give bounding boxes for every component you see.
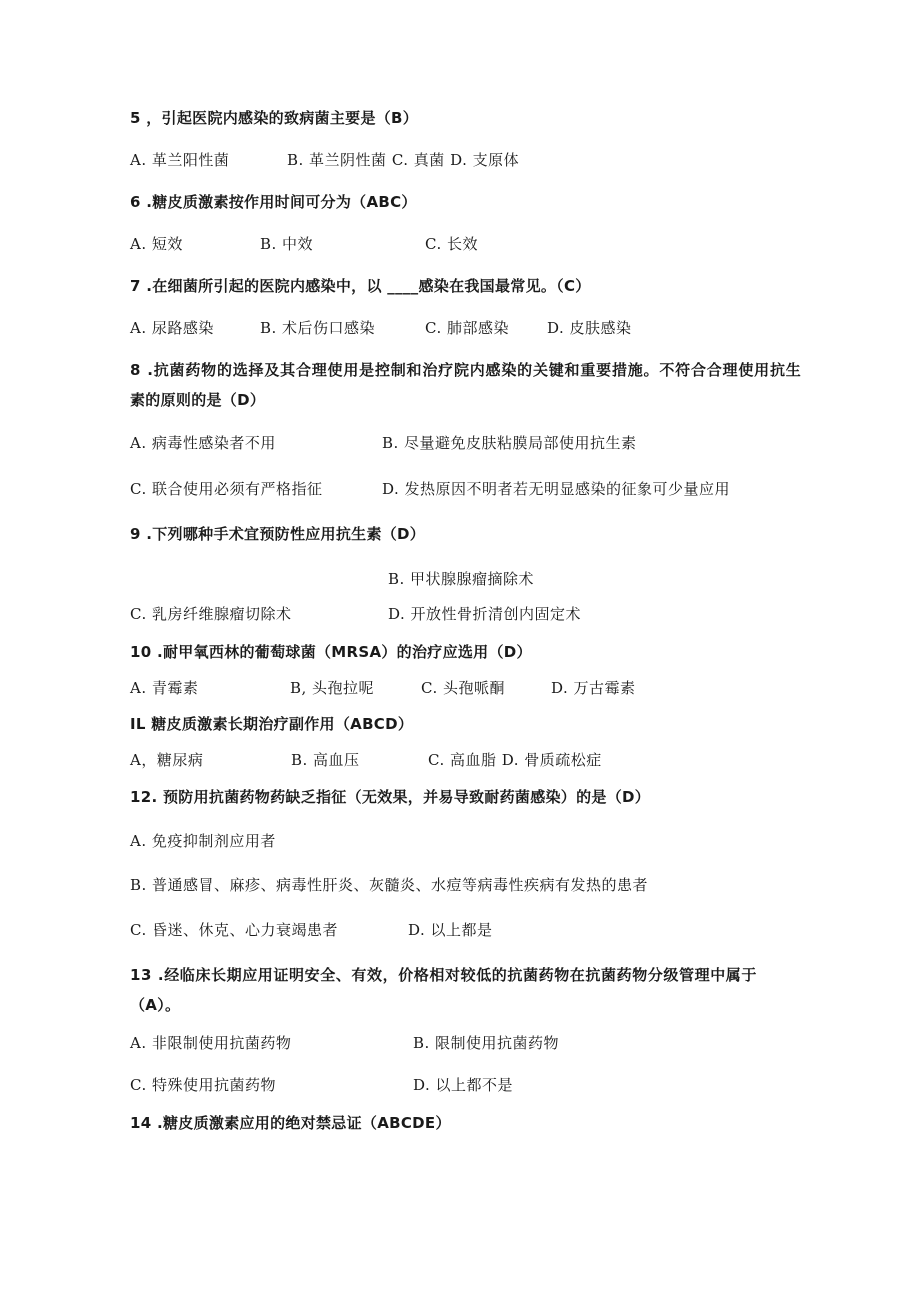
option: B. 高血压 (291, 751, 360, 769)
option: A. 病毒性感染者不用 (130, 434, 276, 452)
question-8-options-row-1 (0, 432, 920, 452)
option: B, 头孢拉呢 (290, 679, 375, 697)
option: B. 中效 (260, 235, 314, 253)
question-9-stem: 9 .下列哪种手术宜预防性应用抗生素（D） (130, 525, 426, 543)
option: A，糖尿病 (130, 751, 204, 769)
question-7-options (0, 317, 920, 337)
question-14-stem: 14 .糖皮质激素应用的绝对禁忌证（ABCDE） (130, 1114, 451, 1132)
option: B. 普通感冒、麻疹、病毒性肝炎、灰髓炎、水痘等病毒性疾病有发热的患者 (130, 876, 649, 894)
option: C. 乳房纤维腺瘤切除术 (130, 605, 292, 623)
question-13-options-row-1 (0, 1032, 920, 1052)
question-13-stem-continued: （A）。 (130, 996, 181, 1014)
question-12-stem: 12. 预防用抗菌药物药缺乏指征（无效果，并易导致耐药菌感染）的是（D） (130, 788, 651, 806)
option: C. 高血脂 D. 骨质疏松症 (428, 751, 602, 769)
option: B. 甲状腺腺瘤摘除术 (388, 570, 535, 588)
option: D. 以上都是 (408, 921, 493, 939)
question-5-options (0, 149, 920, 169)
option: B. 尽量避免皮肤粘膜局部使用抗生素 (382, 434, 637, 452)
option: B. 革兰阴性菌 C. 真菌 D. 支原体 (287, 151, 520, 169)
option: C. 长效 (425, 235, 478, 253)
option: C. 昏迷、休克、心力衰竭患者 (130, 921, 338, 939)
option: C. 肺部感染 (425, 319, 509, 337)
option: C. 头孢哌酮 (421, 679, 505, 697)
option: A. 免疫抑制剂应用者 (130, 832, 276, 850)
question-11-options (0, 749, 920, 769)
option: C. 联合使用必须有严格指征 (130, 480, 323, 498)
question-11-stem: IL 糖皮质激素长期治疗副作用（ABCD） (130, 715, 414, 733)
question-6-stem: 6 .糖皮质激素按作用时间可分为（ABC） (130, 193, 417, 211)
option: D. 万古霉素 (551, 679, 636, 697)
question-13-stem: 13 .经临床长期应用证明安全、有效，价格相对较低的抗菌药物在抗菌药物分级管理中属于 (130, 966, 757, 984)
question-5-stem: 5 ，引起医院内感染的致病菌主要是（B） (130, 109, 419, 127)
question-8-options-row-2 (0, 478, 920, 498)
question-10-options (0, 677, 920, 697)
question-10-stem: 10 .耐甲氧西林的葡萄球菌（MRSA）的治疗应选用（D） (130, 643, 532, 661)
option: A. 非限制使用抗菌药物 (130, 1034, 292, 1052)
option: D. 开放性骨折清创内固定术 (388, 605, 582, 623)
option: A. 尿路感染 (130, 319, 214, 337)
question-7-stem: 7 .在细菌所引起的医院内感染中，以 ____感染在我国最常见。（C） (130, 277, 591, 295)
option: D. 以上都不是 (413, 1076, 514, 1094)
option: A. 革兰阳性菌 (130, 151, 230, 169)
question-8-stem-continued: 素的原则的是（D） (130, 391, 266, 409)
question-9-options-row-2 (0, 603, 920, 623)
question-6-options (0, 233, 920, 253)
option: B. 限制使用抗菌药物 (413, 1034, 560, 1052)
option: B. 术后伤口感染 (260, 319, 376, 337)
option: A. 短效 (130, 235, 183, 253)
question-12-options-row-3 (0, 919, 920, 939)
option: D. 皮肤感染 (547, 319, 632, 337)
question-13-options-row-2 (0, 1074, 920, 1094)
question-8-stem: 8 .抗菌药物的选择及其合理使用是控制和治疗院内感染的关键和重要措施。不符合合理使用抗生 (130, 361, 802, 379)
option: A. 青霉素 (130, 679, 199, 697)
option: C. 特殊使用抗菌药物 (130, 1076, 276, 1094)
option: D. 发热原因不明者若无明显感染的征象可少量应用 (382, 480, 731, 498)
